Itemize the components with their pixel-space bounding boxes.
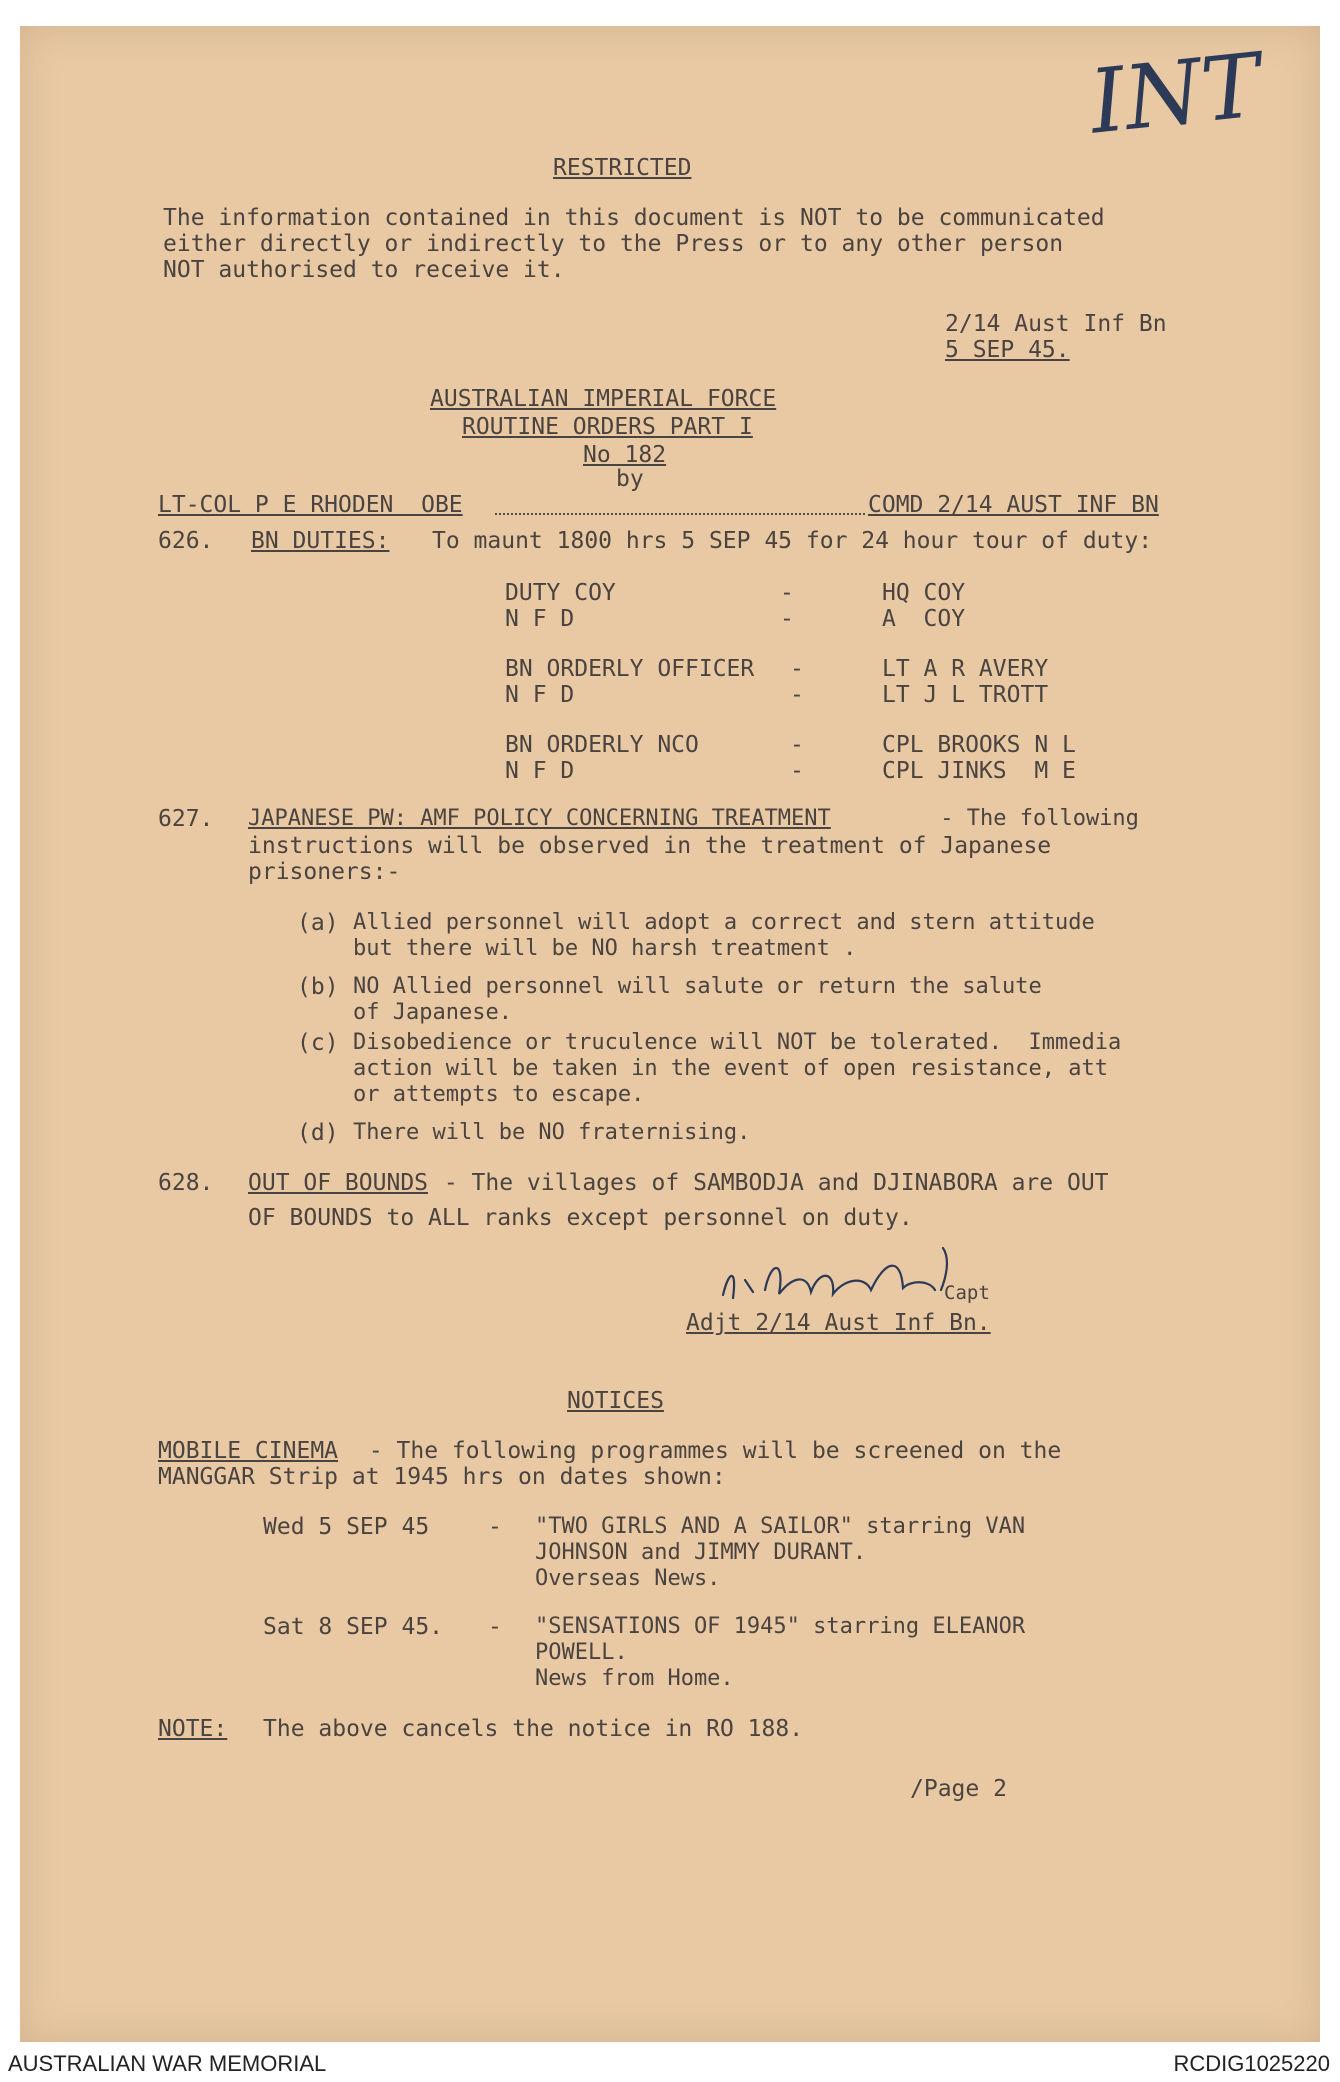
- duty-assignee: LT J L TROTT: [882, 682, 1049, 708]
- item-627-title: JAPANESE PW: AMF POLICY CONCERNING TREATMENT: [248, 806, 831, 831]
- duty-dash: -: [790, 682, 804, 708]
- footer-archive-name: AUSTRALIAN WAR MEMORIAL: [8, 2051, 327, 2076]
- point-line: NO Allied personnel will salute or return the salute: [353, 974, 1042, 999]
- duty-dash: -: [790, 656, 804, 682]
- point-line: Allied personnel will adopt a correct and stern attitude: [353, 910, 1095, 935]
- programme-line: "TWO GIRLS AND A SAILOR" starring VAN: [535, 1514, 1026, 1539]
- point-line: There will be NO fraternising.: [353, 1120, 751, 1145]
- item-628-line: - The villages of SAMBODJA and DJINABORA are OUT: [430, 1170, 1109, 1196]
- duty-role: N F D: [505, 606, 575, 632]
- cinema-title: MOBILE CINEMA: [158, 1438, 339, 1464]
- duty-role: N F D: [505, 682, 575, 708]
- note-label: NOTE:: [158, 1716, 228, 1742]
- item-627-line: instructions will be observed in the treatment of Japanese: [248, 833, 1052, 859]
- point-line: but there will be NO harsh treatment .: [353, 936, 857, 961]
- duty-dash: -: [790, 758, 804, 784]
- item-627-number: 627.: [158, 806, 214, 832]
- programme-dash: -: [488, 1514, 502, 1540]
- point-label: (c): [297, 1030, 339, 1056]
- heading-routine-orders: ROUTINE ORDERS PART I: [462, 414, 753, 440]
- duty-assignee: CPL BROOKS N L: [882, 732, 1076, 758]
- duty-role: DUTY COY: [505, 580, 616, 606]
- duty-assignee: HQ COY: [882, 580, 966, 606]
- restricted-line: either directly or indirectly to the Press or to any other person: [163, 231, 1064, 257]
- heading-command: COMD 2/14 AUST INF BN: [868, 492, 1159, 518]
- heading-number: No 182: [583, 442, 667, 468]
- next-page-marker: /Page 2: [910, 1776, 1007, 1802]
- programme-line: POWELL.: [535, 1640, 628, 1665]
- duty-role: BN ORDERLY OFFICER: [505, 656, 755, 682]
- item-626-number: 626.: [158, 528, 214, 554]
- point-label: (b): [297, 974, 339, 1000]
- item-628-number: 628.: [158, 1170, 214, 1196]
- order-date: 5 SEP 45.: [945, 337, 1070, 363]
- restricted-line: NOT authorised to receive it.: [163, 257, 565, 283]
- signature-appointment: Adjt 2/14 Aust Inf Bn.: [686, 1310, 991, 1336]
- item-627-title-tail: - The following: [927, 806, 1139, 831]
- notices-title: NOTICES: [567, 1388, 664, 1414]
- item-627-line: prisoners:-: [248, 859, 401, 885]
- footer-record-id: RCDIG1025220: [1173, 2051, 1330, 2076]
- duty-dash: -: [790, 732, 804, 758]
- handwritten-annotation: INT: [1085, 33, 1266, 154]
- duty-role: N F D: [505, 758, 575, 784]
- duty-assignee: CPL JINKS M E: [882, 758, 1076, 784]
- point-line: of Japanese.: [353, 1000, 512, 1025]
- point-line: action will be taken in the event of open resistance, att: [353, 1056, 1108, 1081]
- programme-line: JOHNSON and JIMMY DURANT.: [535, 1540, 867, 1565]
- cinema-line: - The following programmes will be screened on the: [355, 1438, 1062, 1464]
- point-line: or attempts to escape.: [353, 1082, 645, 1107]
- item-628-title: OUT OF BOUNDS: [248, 1170, 429, 1196]
- duty-dash: -: [780, 580, 794, 606]
- point-line: Disobedience or truculence will NOT be tolerated. Immedia: [353, 1030, 1122, 1055]
- duty-assignee: A COY: [882, 606, 966, 632]
- point-label: (a): [297, 910, 339, 936]
- heading-officer: LT-COL P E RHODEN OBE: [158, 492, 463, 518]
- item-626-text: To maunt 1800 hrs 5 SEP 45 for 24 hour tour of duty:: [432, 528, 1153, 554]
- restricted-line: The information contained in this document is NOT to be communicated: [163, 205, 1105, 231]
- restricted-title: RESTRICTED: [553, 155, 692, 181]
- heading-by: by: [616, 466, 644, 492]
- duty-assignee: LT A R AVERY: [882, 656, 1049, 682]
- note-text: The above cancels the notice in RO 188.: [263, 1716, 804, 1742]
- programme-date: Sat 8 SEP 45.: [263, 1614, 444, 1640]
- point-label: (d): [297, 1120, 339, 1146]
- item-628-line: OF BOUNDS to ALL ranks except personnel on duty.: [248, 1205, 913, 1231]
- programme-date: Wed 5 SEP 45: [263, 1514, 430, 1540]
- duty-dash: -: [780, 606, 794, 632]
- programme-line: Overseas News.: [535, 1566, 721, 1591]
- cinema-line: MANGGAR Strip at 1945 hrs on dates shown:: [158, 1464, 726, 1490]
- programme-line: News from Home.: [535, 1666, 734, 1691]
- signature-dotted-line: [495, 513, 865, 515]
- signature-rank: Capt: [944, 1282, 990, 1304]
- unit-name: 2/14 Aust Inf Bn: [945, 311, 1167, 337]
- item-626-title: BN DUTIES:: [251, 528, 390, 554]
- heading-force: AUSTRALIAN IMPERIAL FORCE: [430, 386, 777, 412]
- duty-role: BN ORDERLY NCO: [505, 732, 699, 758]
- programme-line: "SENSATIONS OF 1945" starring ELEANOR: [535, 1614, 1026, 1639]
- programme-dash: -: [488, 1614, 502, 1640]
